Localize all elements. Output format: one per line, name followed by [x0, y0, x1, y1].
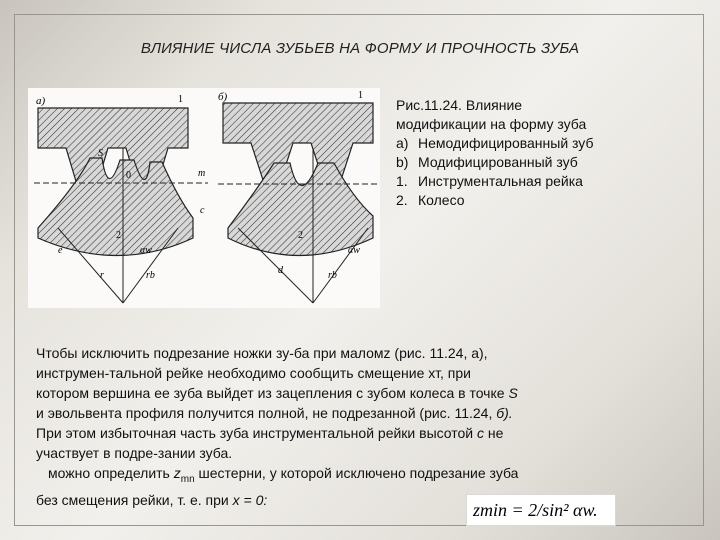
- panel-a-label: а): [36, 95, 46, 107]
- var-z: z: [173, 465, 181, 481]
- gear-tooth-figure: [28, 88, 380, 308]
- body-line-part: котором вершина ее зуба выйдет из зацепления с зубом колеса в точке: [36, 385, 509, 401]
- body-line: инструмен-тальной рейке необходимо сообщить смещение хт, при: [36, 365, 471, 381]
- body-line: Чтобы исключить подрезание ножки зу-ба при маломz (рис. 11.24, а),: [36, 345, 488, 361]
- body-line-part: При этом избыточная часть зуба инструментальной рейки высотой: [36, 425, 478, 441]
- wheel-panel-b: [228, 163, 373, 256]
- fig-label-rb-b: rb: [328, 270, 337, 281]
- fig-label-m: m: [198, 168, 206, 179]
- caption-text: Немодифицированный зуб: [418, 135, 594, 151]
- fig-label-r: r: [100, 270, 104, 281]
- point-s: S: [508, 385, 518, 401]
- caption-intro-line2: модификации на форму зуба: [396, 116, 587, 132]
- caption-marker: 1.: [396, 173, 408, 189]
- var-z-sub: mn: [180, 473, 195, 485]
- fig-label-aw-b: αw: [348, 245, 360, 256]
- condition-x: x = 0:: [232, 491, 268, 508]
- body-line-part: можно определить: [48, 465, 174, 481]
- caption-marker: a): [396, 135, 409, 151]
- rack-panel-b: [223, 103, 373, 183]
- caption-intro-line1: Рис.11.24. Влияние: [396, 97, 523, 113]
- fig-label-c: c: [200, 205, 205, 216]
- caption-text: Модифицированный зуб: [418, 154, 578, 170]
- body-line: [36, 463, 686, 490]
- slide-title: ВЛИЯНИЕ ЧИСЛА ЗУБЬЕВ НА ФОРМУ И ПРОЧНОСТЬ ЗУБА: [140, 40, 580, 57]
- body-line: участвует в подре-зании зуба.: [36, 445, 233, 461]
- body-line: [36, 423, 686, 443]
- caption-text: Инструментальная рейка: [418, 173, 583, 189]
- body-line: [36, 403, 686, 423]
- fig-label-0: 0: [126, 170, 131, 181]
- zmin-formula: zmin = 2/sin² αw.: [466, 494, 616, 526]
- body-line-part: не: [484, 425, 504, 441]
- caption-item: [396, 134, 696, 153]
- body-line-part: и эвольвента профиля получится полной, не подрезанной (рис. 11.24,: [36, 405, 497, 421]
- caption-marker: 2.: [396, 192, 408, 208]
- caption-item: [396, 153, 696, 172]
- body-line: [36, 383, 686, 403]
- fig-label-d: d: [278, 265, 283, 276]
- body-line-part: без смещения рейки, т. е. при: [36, 491, 233, 508]
- caption-text: Колесо: [418, 192, 465, 208]
- fig-label-aw: αw: [140, 245, 152, 256]
- fig-label-rb: rb: [146, 270, 155, 281]
- fig-label-s: S: [98, 148, 103, 159]
- fig-ref-b: б).: [496, 405, 513, 421]
- fig-label-2a: 2: [116, 230, 121, 241]
- figure-caption: [396, 96, 696, 210]
- caption-item: [396, 172, 696, 191]
- fig-label-2b: 2: [298, 230, 303, 241]
- body-text: [36, 343, 686, 510]
- fig-label-e: e: [58, 245, 63, 256]
- caption-marker: b): [396, 154, 409, 170]
- body-line-part: шестерни, у которой исключено подрезание зуба: [194, 465, 519, 481]
- fig-label-1b: 1: [358, 90, 363, 101]
- var-c: с: [477, 425, 485, 441]
- fig-label-1a: 1: [178, 94, 183, 105]
- panel-b-label: б): [218, 91, 228, 103]
- caption-item: [396, 191, 696, 210]
